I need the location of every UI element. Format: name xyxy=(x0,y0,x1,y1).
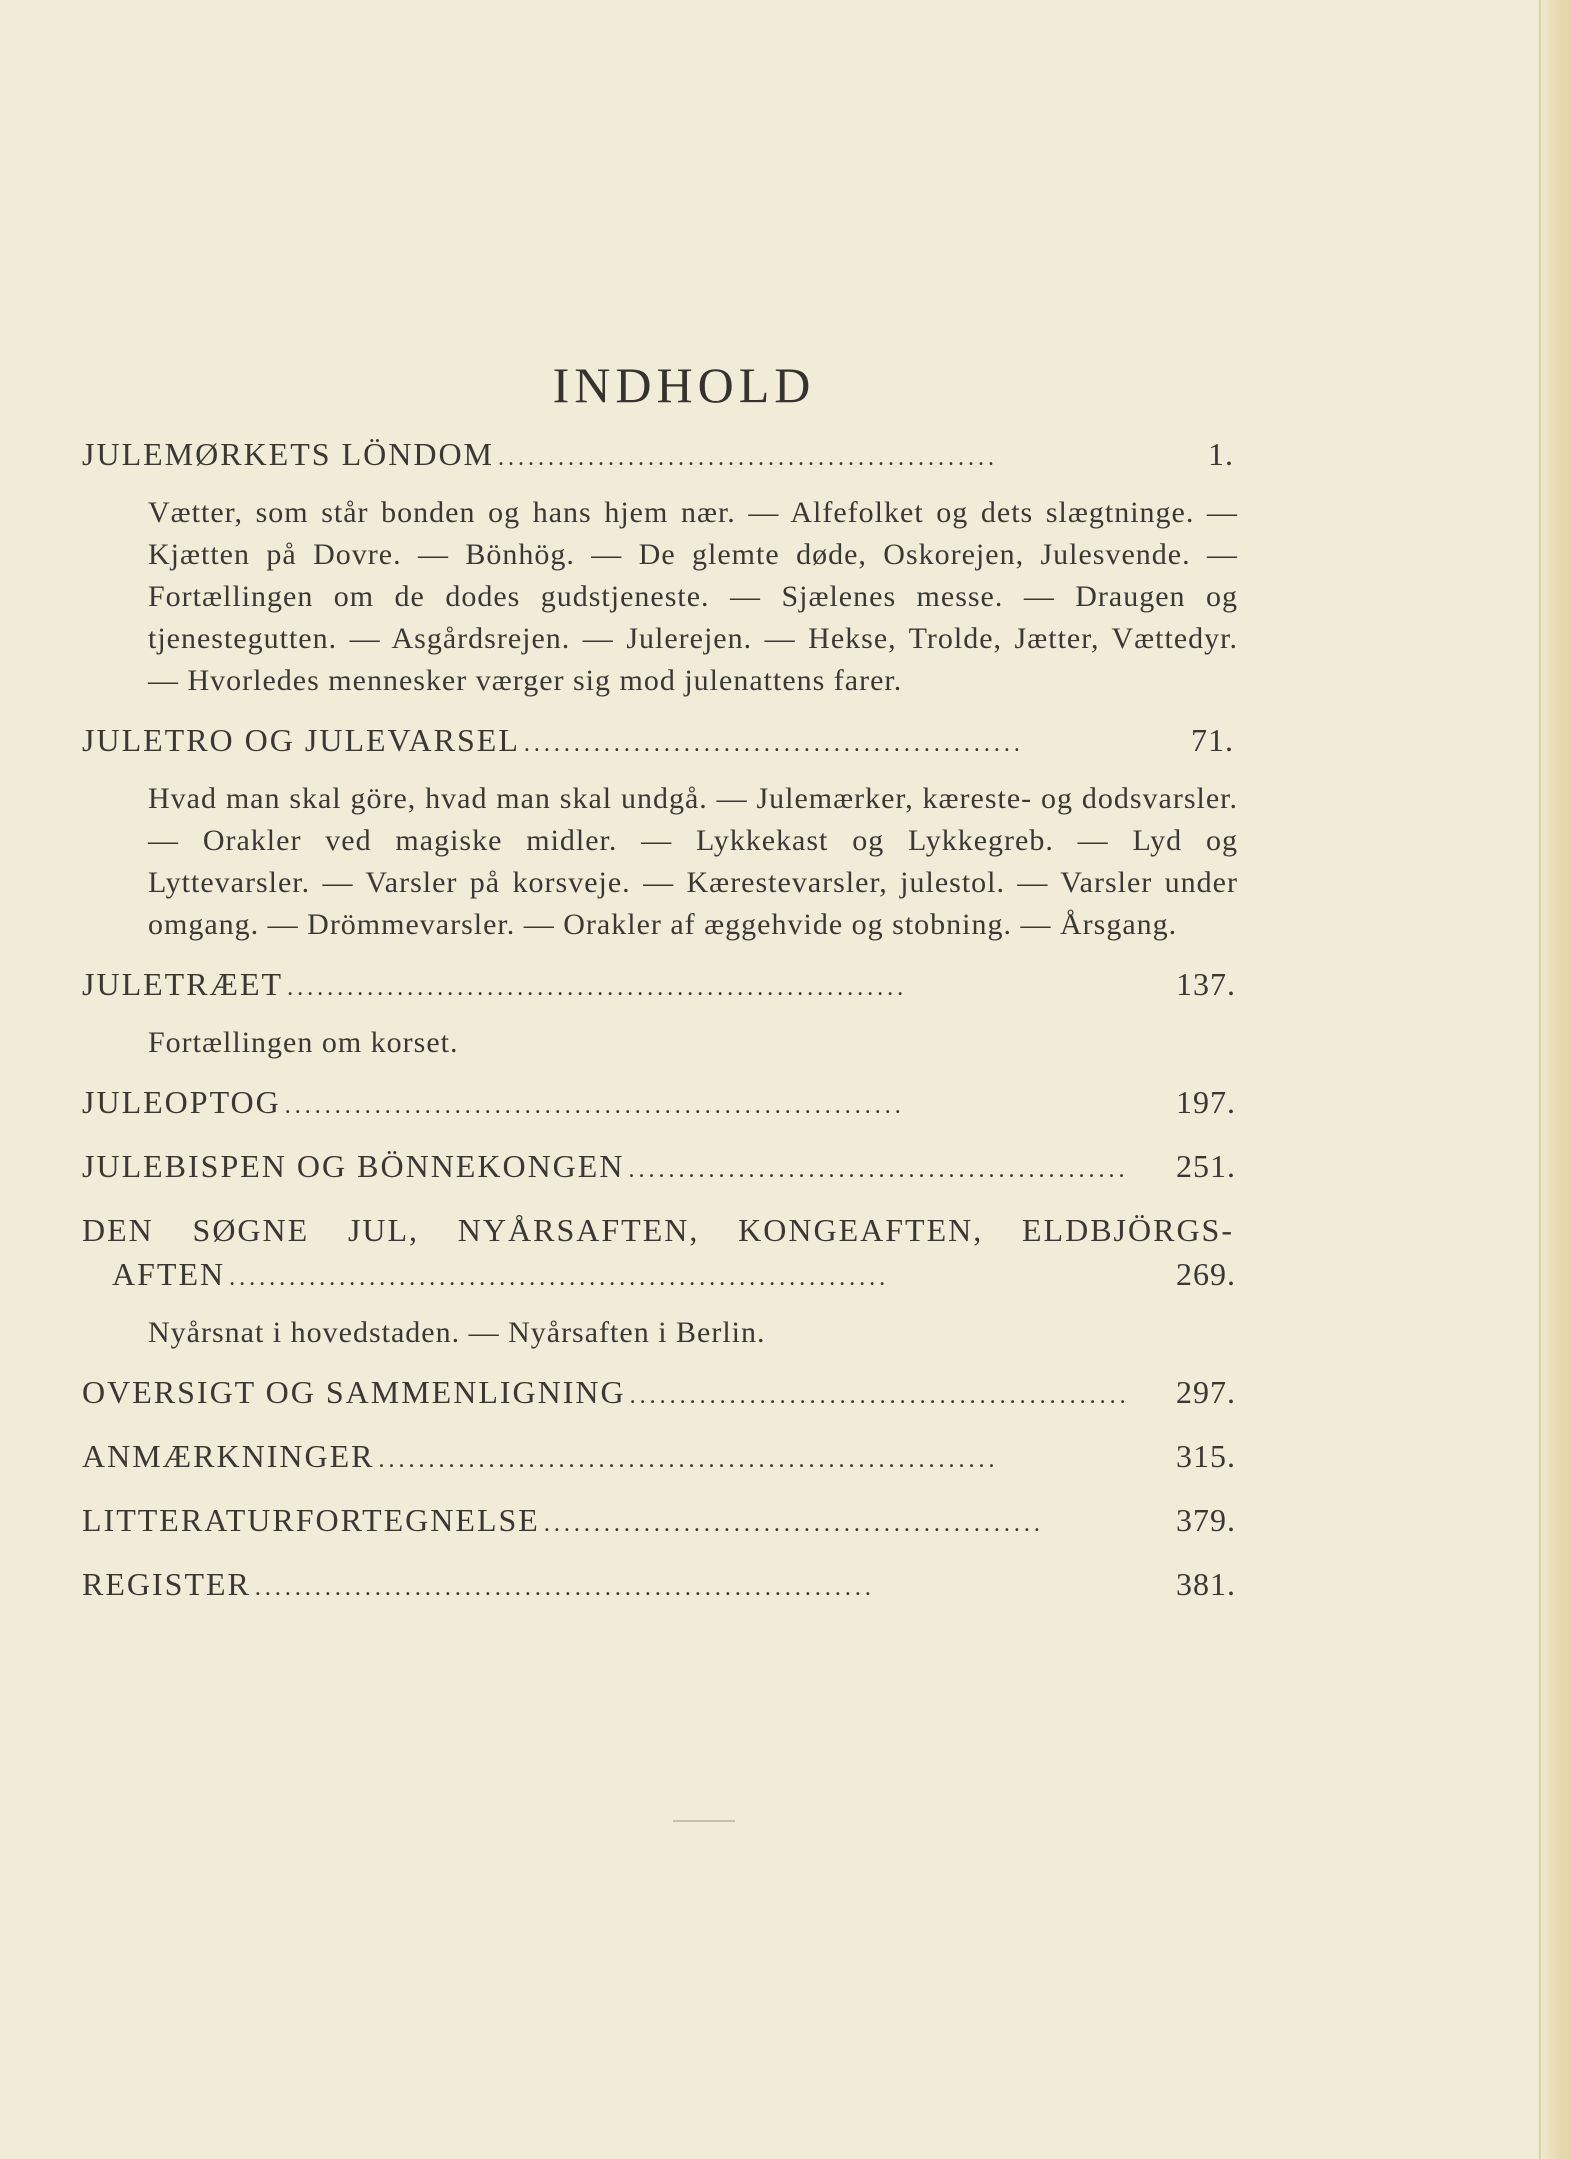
toc-page-number: 381. xyxy=(1176,1566,1236,1602)
toc-entry-oversigt-og-sammenligning xyxy=(82,1370,1234,1418)
dot-leader: .............................................................. xyxy=(284,1093,905,1119)
toc-page-number: 297. xyxy=(1176,1374,1236,1410)
dot-leader: .................................................. xyxy=(628,1157,1129,1183)
dot-leader: .............................................................. xyxy=(378,1447,999,1473)
toc-subentries: Nyårsnat i hovedstaden. — Nyårsaften i Berlin. xyxy=(148,1316,766,1349)
toc-entry-julebispen-og-bonnekongen xyxy=(82,1144,1234,1192)
toc-entry-label-line2: AFTEN xyxy=(112,1256,226,1292)
toc-entry-litteraturfortegnelse xyxy=(82,1498,1234,1546)
toc-entry-label: JULEMØRKETS LÖNDOM xyxy=(82,436,494,472)
toc-entry-label-line1: DEN SØGNE JUL, NYÅRSAFTEN, KONGEAFTEN, ELDBJÖRGS- xyxy=(82,1212,1234,1248)
toc-entry-label: JULETRÆET xyxy=(82,966,284,1002)
toc-entry-label: REGISTER xyxy=(82,1566,251,1602)
toc-entry-line xyxy=(82,1252,1234,1300)
toc-subentries: Hvad man skal göre, hvad man skal undgå. — Julemærker, kæreste- og dodsvarsler. — Orakler ved magiske midler. — Lykkekast og Lykkegreb. — Lyd og Lyttevarsler. — Varsler på korsveje. — Kærestevarsler, julestol. — Varsler under omgang. — Drömmevarsler. — Orakler af æggehvide og stobning. — Årsgang. xyxy=(148,782,1238,941)
dot-leader: .................................................................. xyxy=(229,1265,890,1291)
toc-entry-line xyxy=(82,1144,1234,1192)
toc-page-number: 315. xyxy=(1176,1438,1236,1474)
toc-page-number: 71. xyxy=(1191,722,1234,758)
toc-entry-juletro-og-julevarsel xyxy=(82,718,1234,766)
toc-entry-line xyxy=(82,1562,1234,1610)
toc-entry-line xyxy=(82,962,1234,1010)
toc-entry-label: OVERSIGT OG SAMMENLIGNING xyxy=(82,1374,626,1410)
page-title: INDHOLD xyxy=(552,357,816,413)
toc-page-number: 137. xyxy=(1176,966,1236,1002)
toc-entry-line xyxy=(82,1080,1234,1128)
toc-entry-line xyxy=(82,718,1234,766)
toc-entry-den-sogne-jul xyxy=(82,1208,1234,1300)
dot-leader: .................................................. xyxy=(498,445,998,471)
decorative-rule xyxy=(673,1820,735,1822)
toc-entry-label: LITTERATURFORTEGNELSE xyxy=(82,1502,540,1538)
page-binding-line xyxy=(1539,0,1541,2159)
page-edge-shadow xyxy=(1537,0,1571,2159)
dot-leader: .................................................. xyxy=(629,1383,1130,1409)
toc-page-number: 269. xyxy=(1176,1256,1236,1292)
toc-page-number: 1. xyxy=(1208,436,1234,472)
toc-entry-label: JULEOPTOG xyxy=(82,1084,281,1120)
toc-page-number: 379. xyxy=(1176,1502,1236,1538)
toc-subentries: Fortællingen om korset. xyxy=(148,1026,459,1059)
toc-entry-label: ANMÆRKNINGER xyxy=(82,1438,375,1474)
toc-subentries: Vætter, som står bonden og hans hjem nær. — Alfefolket og dets slægtninge. — Kjætten på Dovre. — Bönhög. — De glemte døde, Oskorejen, Julesvende. — Fortællingen om de dodes gudstjeneste. — Sjælenes messe. — Draugen og tjenestegutten. — Asgårdsrejen. — Julerejen. — Hekse, Trolde, Jætter, Vættedyr. — Hvorledes mennesker værger sig mod julenattens farer. xyxy=(148,496,1238,697)
toc-page-number: 197. xyxy=(1176,1084,1236,1120)
toc-entry-line xyxy=(82,1434,1234,1482)
toc-entry-line xyxy=(82,432,1234,480)
toc-entry-register xyxy=(82,1562,1234,1610)
toc-entry-julemorkets-londom xyxy=(82,432,1234,480)
dot-leader: .............................................................. xyxy=(287,975,908,1001)
toc-entry-juletraeet xyxy=(82,962,1234,1010)
toc-entry-line xyxy=(82,1370,1234,1418)
dot-leader: .................................................. xyxy=(523,731,1024,757)
dot-leader: .................................................. xyxy=(543,1511,1044,1537)
toc-entry-juleoptog xyxy=(82,1080,1234,1128)
toc-page-number: 251. xyxy=(1176,1148,1236,1184)
toc-entry-label: JULETRO OG JULEVARSEL xyxy=(82,722,520,758)
toc-entry-line xyxy=(82,1498,1234,1546)
toc-entry-anmaerkninger xyxy=(82,1434,1234,1482)
dot-leader: .............................................................. xyxy=(254,1575,875,1601)
table-of-contents xyxy=(82,357,1238,1610)
toc-entry-label: JULEBISPEN OG BÖNNEKONGEN xyxy=(82,1148,625,1184)
